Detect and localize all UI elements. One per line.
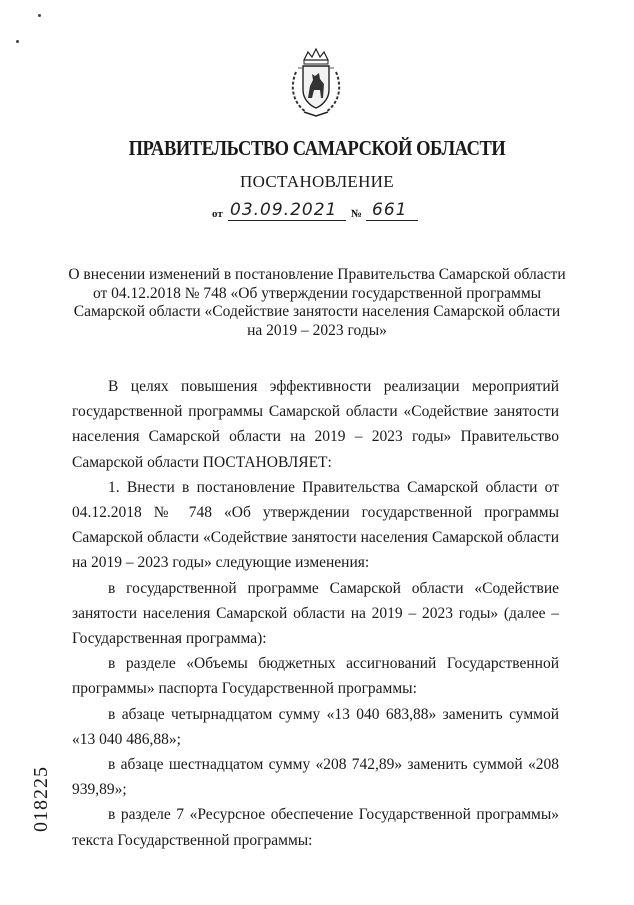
document-subject [60,266,574,340]
date-value: 03.09.2021 [230,200,338,220]
scan-speck [16,40,19,43]
subject-line: Самарской области «Содействие занятости населения Самарской области [73,303,561,320]
body-paragraph: в разделе «Объемы бюджетных ассигнований Государственной программы» паспорта Государственной программы: [72,655,559,698]
document-type: ПОСТАНОВЛЕНИЕ [240,172,394,191]
samara-coat-of-arms-icon [286,46,346,118]
number-value: 661 [372,200,408,220]
body-paragraph: 1. Внести в постановление Правительства Самарской области от 04.12.2018 № 748 «Об утверждении государственной программы Самарской области «Содействие занятости населения Самарской области на 2019 – 2023 годы» следующие изменения: [72,478,559,572]
body-paragraph: в абзаце четырнадцатом сумму «13 040 683,88» заменить суммой «13 040 486,88»; [72,705,559,748]
body-paragraph: в абзаце шестнадцатом сумму «208 742,89» заменить суммой «208 939,89»; [72,756,559,799]
government-title: ПРАВИТЕЛЬСТВО САМАРСКОЙ ОБЛАСТИ [128,136,506,160]
body-paragraph: в разделе 7 «Ресурсное обеспечение Государственной программы» текста Государственной программы: [72,806,559,849]
number-label: № [351,208,363,220]
subject-line: от 04.12.2018 № 748 «Об утверждении государственной программы [92,284,542,302]
date-underline [228,220,346,221]
body-paragraph: в государственной программе Самарской области «Содействие занятости населения Самарской области на 2019 – 2023 годы» (далее – Государственная программа): [72,579,559,648]
scan-speck [38,14,41,17]
document-body [72,374,559,853]
subject-line: О внесении изменений в постановление Правительства Самарской области [68,266,566,283]
subject-line: на 2019 – 2023 годы» [247,321,387,339]
margin-side-number: 018225 [30,766,52,832]
date-label: от [212,208,223,220]
body-paragraph: В целях повышения эффективности реализации мероприятий государственной программы Самарской области «Содействие занятости населения Самарской области на 2019 – 2023 годы» Правительство Самарской области ПОСТАНОВЛЯЕТ: [72,378,559,471]
number-underline [366,220,418,221]
